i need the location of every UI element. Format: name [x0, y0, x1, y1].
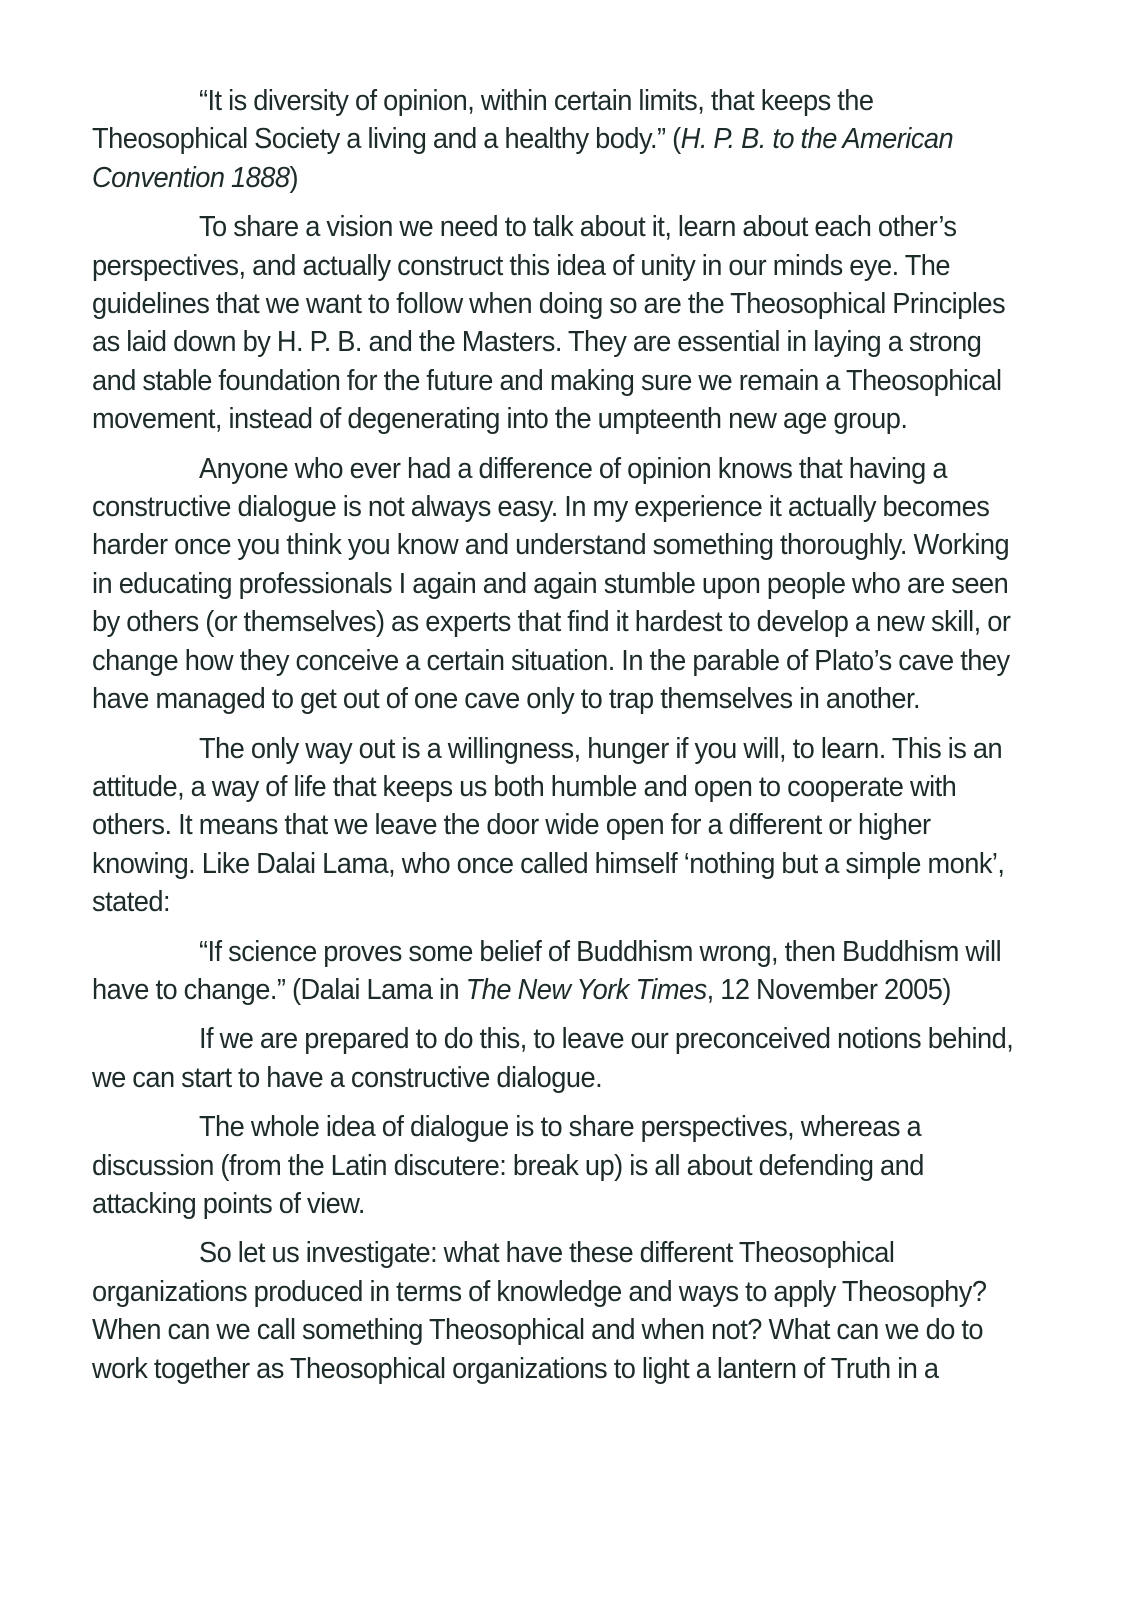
paragraph-willingness: The only way out is a willingness, hunger if you will, to learn. This is an attitude, a way of life that keeps us both humble and open to cooperate with others. It means that we leave the door wide open for a different or higher knowing. Like Dalai Lama, who once called himself ‘nothing but a simple monk’, stated: — [92, 732, 1005, 919]
document-page — [92, 82, 1018, 1399]
paragraph-hpb-quote — [92, 82, 1018, 197]
paragraph-dialogue: The whole idea of dialogue is to share perspectives, whereas a discussion (from the Latin discutere: break up) is all about defending and attacking points of view. — [92, 1111, 924, 1220]
paragraph-difference-of-opinion: Anyone who ever had a difference of opinion knows that having a constructive dialogue is not always easy. In my experience it actually becomes harder once you think you know and understand something thoroughly. Working in educating professionals I again and again stumble upon people who are seen by others (or themselves) as experts that find it hardest to develop a new skill, or change how they conceive a certain situation. In the parable of Plato’s cave they have managed to get out of one cave only to trap themselves in another. — [92, 452, 1011, 716]
paragraph-share-vision: To share a vision we need to talk about it, learn about each other’s perspectives, and actually construct this idea of unity in our minds eye. The guidelines that we want to follow when doing so are the Theosophical Principles as laid down by H. P. B. and the Masters. They are essential in laying a strong and stable foundation for the future and making sure we remain a Theosophical movement, instead of degenerating into the umpteenth new age group. — [92, 211, 1006, 436]
dalai-lama-quote-publication: The New York Times — [465, 973, 707, 1006]
hpb-quote-source: H. P. B. to the American Convention 1888 — [92, 123, 954, 194]
dalai-lama-quote-end: , 12 November 2005) — [706, 973, 951, 1006]
dalai-lama-quote-text: “If science proves some belief of Buddhism wrong, then Buddhism will have to change.” (Dalai Lama in — [92, 935, 1002, 1006]
hpb-quote-text: “It is diversity of opinion, within certain limits, that keeps the Theosophical Society a living and a healthy body.” ( — [92, 85, 874, 156]
paragraph-investigate: So let us investigate: what have these different Theosophical organizations produced in terms of knowledge and ways to apply Theosophy? When can we call something Theosophical and when not? What can we do to work together as Theosophical organizations to light a lantern of Truth in a — [92, 1237, 987, 1385]
hpb-quote-end: ) — [289, 161, 299, 194]
paragraph-prepared: If we are prepared to do this, to leave our preconceived notions behind, we can start to have a constructive dialogue. — [92, 1023, 1014, 1094]
paragraph-dalai-lama-quote — [92, 933, 1018, 1010]
